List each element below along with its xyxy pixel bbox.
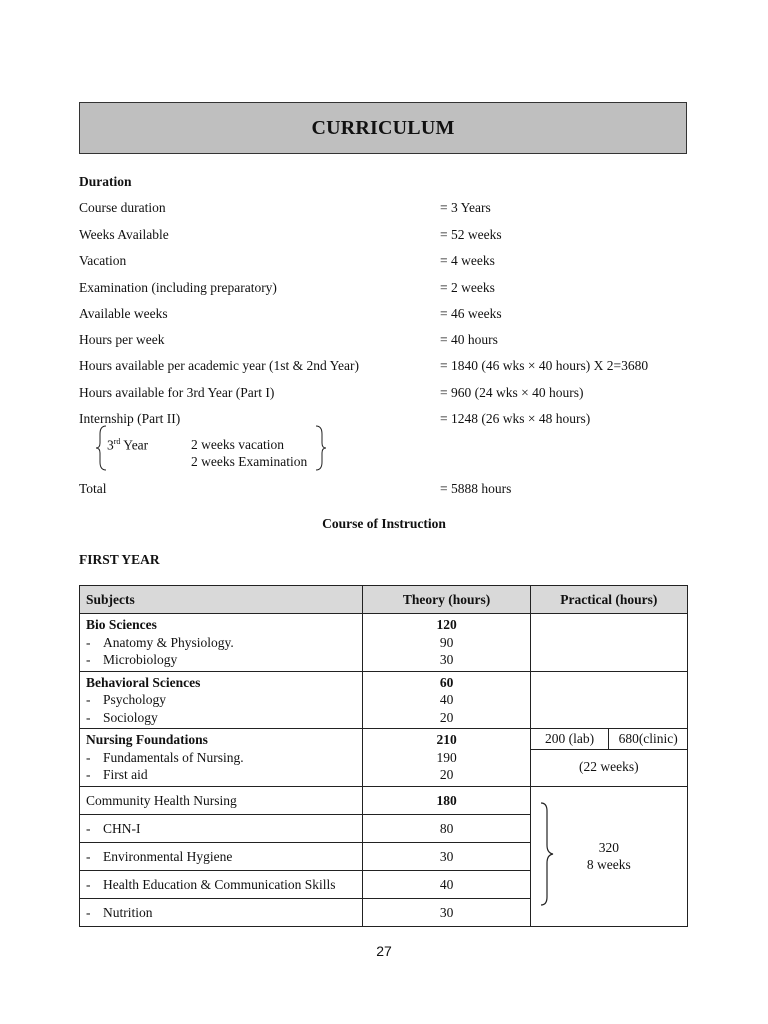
note-examination: 2 weeks Examination bbox=[191, 454, 308, 469]
subject-item: - Sociology bbox=[86, 709, 356, 727]
theory-cell: 180 bbox=[363, 787, 530, 815]
duration-label: Hours available for 3rd Year (Part I) bbox=[79, 385, 275, 400]
subject-item: - Nutrition bbox=[86, 904, 356, 922]
duration-label: Weeks Available bbox=[79, 227, 169, 242]
duration-value: = 2 weeks bbox=[440, 280, 495, 295]
theory-head: 210 bbox=[436, 732, 457, 747]
subject-head: Bio Sciences bbox=[86, 617, 157, 632]
duration-label: Internship (Part II) bbox=[79, 411, 181, 426]
theory-cell: 30 bbox=[363, 843, 530, 871]
theory-item: 30 bbox=[439, 652, 454, 667]
total-row bbox=[79, 481, 689, 501]
theory-cell: 80 bbox=[363, 815, 530, 843]
duration-row bbox=[79, 332, 689, 352]
first-year-heading: FIRST YEAR bbox=[79, 552, 160, 567]
header-practical: Practical (hours) bbox=[530, 586, 687, 614]
third-year-note bbox=[96, 424, 336, 474]
theory-cell bbox=[363, 614, 530, 672]
page-title: CURRICULUM bbox=[79, 102, 687, 154]
chn-practical-weeks: 8 weeks bbox=[586, 857, 631, 872]
duration-label: Hours available per academic year (1st & 2nd Year) bbox=[79, 358, 360, 373]
duration-value: = 960 (24 wks × 40 hours) bbox=[440, 385, 584, 400]
subject-cell bbox=[80, 815, 363, 843]
subject-cell bbox=[80, 843, 363, 871]
chn-practical-group bbox=[531, 787, 687, 926]
theory-head: 60 bbox=[439, 674, 454, 690]
theory-item: 20 bbox=[439, 709, 454, 725]
subject-item: - First aid bbox=[86, 766, 356, 784]
total-label: Total bbox=[79, 481, 107, 496]
subject-item: - Environmental Hygiene bbox=[86, 848, 356, 866]
theory-item: 20 bbox=[439, 767, 454, 782]
duration-row bbox=[79, 306, 689, 326]
header-subjects: Subjects bbox=[80, 586, 363, 614]
subject-cell: Community Health Nursing bbox=[80, 787, 363, 815]
duration-value: = 1248 (26 wks × 48 hours) bbox=[440, 411, 591, 426]
duration-value: = 46 weeks bbox=[440, 306, 502, 321]
duration-label: Course duration bbox=[79, 200, 166, 215]
duration-label: Vacation bbox=[79, 253, 127, 268]
duration-label: Available weeks bbox=[79, 306, 168, 321]
duration-value: = 4 weeks bbox=[440, 253, 495, 268]
practical-cell bbox=[530, 729, 687, 787]
chn-practical-text bbox=[531, 839, 687, 873]
duration-row bbox=[79, 358, 689, 378]
table-row-nursing-foundations bbox=[80, 729, 688, 787]
theory-head: 120 bbox=[436, 617, 457, 632]
practical-cell bbox=[530, 614, 687, 672]
note-year: 3rd Year bbox=[107, 437, 149, 453]
subject-item: - Microbiology bbox=[86, 651, 356, 669]
duration-label: Hours per week bbox=[79, 332, 165, 347]
subject-item: - Psychology bbox=[86, 691, 356, 709]
duration-value: = 1840 (46 wks × 40 hours) X 2=3680 bbox=[440, 358, 649, 373]
subject-item: - Anatomy & Physiology. bbox=[86, 634, 356, 652]
duration-row bbox=[79, 280, 689, 300]
theory-cell bbox=[363, 671, 530, 729]
course-of-instruction-heading: Course of Instruction bbox=[322, 516, 446, 531]
theory-cell: 40 bbox=[363, 871, 530, 899]
theory-item: 40 bbox=[439, 692, 454, 707]
duration-row bbox=[79, 385, 689, 405]
duration-value: = 40 hours bbox=[440, 332, 498, 347]
chn-practical-cell bbox=[530, 787, 687, 927]
note-vacation: 2 weeks vacation bbox=[191, 437, 284, 452]
duration-heading: Duration bbox=[79, 174, 132, 189]
subject-item: - CHN-I bbox=[86, 820, 356, 838]
total-value: = 5888 hours bbox=[440, 481, 512, 496]
theory-item: 90 bbox=[439, 634, 454, 650]
first-year-table bbox=[79, 585, 688, 927]
theory-cell bbox=[363, 729, 530, 787]
subject-head: Behavioral Sciences bbox=[86, 674, 201, 690]
practical-weeks: (22 weeks) bbox=[579, 759, 639, 774]
table-header-row bbox=[80, 586, 688, 614]
subject-cell bbox=[80, 671, 363, 729]
theory-cell: 30 bbox=[363, 899, 530, 927]
subject-item: - Health Education & Communication Skills bbox=[86, 876, 356, 894]
subject-cell bbox=[80, 899, 363, 927]
subject-cell bbox=[80, 871, 363, 899]
duration-value: = 3 Years bbox=[440, 200, 491, 215]
practical-clinic: 680(clinic) bbox=[608, 729, 687, 749]
subject-head: Nursing Foundations bbox=[86, 732, 208, 747]
table-row-chn bbox=[80, 787, 688, 815]
duration-row bbox=[79, 253, 689, 273]
duration-row bbox=[79, 200, 689, 220]
duration-row bbox=[79, 227, 689, 247]
header-theory: Theory (hours) bbox=[363, 586, 530, 614]
duration-value: = 52 weeks bbox=[440, 227, 502, 242]
table-row-behavioral-sciences bbox=[80, 671, 688, 729]
practical-cell bbox=[530, 671, 687, 729]
theory-item: 190 bbox=[436, 749, 457, 765]
practical-lab: 200 (lab) bbox=[544, 731, 595, 746]
chn-practical-hours: 320 bbox=[598, 840, 619, 855]
subject-cell bbox=[80, 614, 363, 672]
table-row-bio-sciences bbox=[80, 614, 688, 672]
subject-cell bbox=[80, 729, 363, 787]
page-number: 27 bbox=[376, 943, 392, 959]
practical-split bbox=[531, 729, 687, 750]
subject-item: - Fundamentals of Nursing. bbox=[86, 749, 356, 767]
duration-label: Examination (including preparatory) bbox=[79, 280, 277, 295]
